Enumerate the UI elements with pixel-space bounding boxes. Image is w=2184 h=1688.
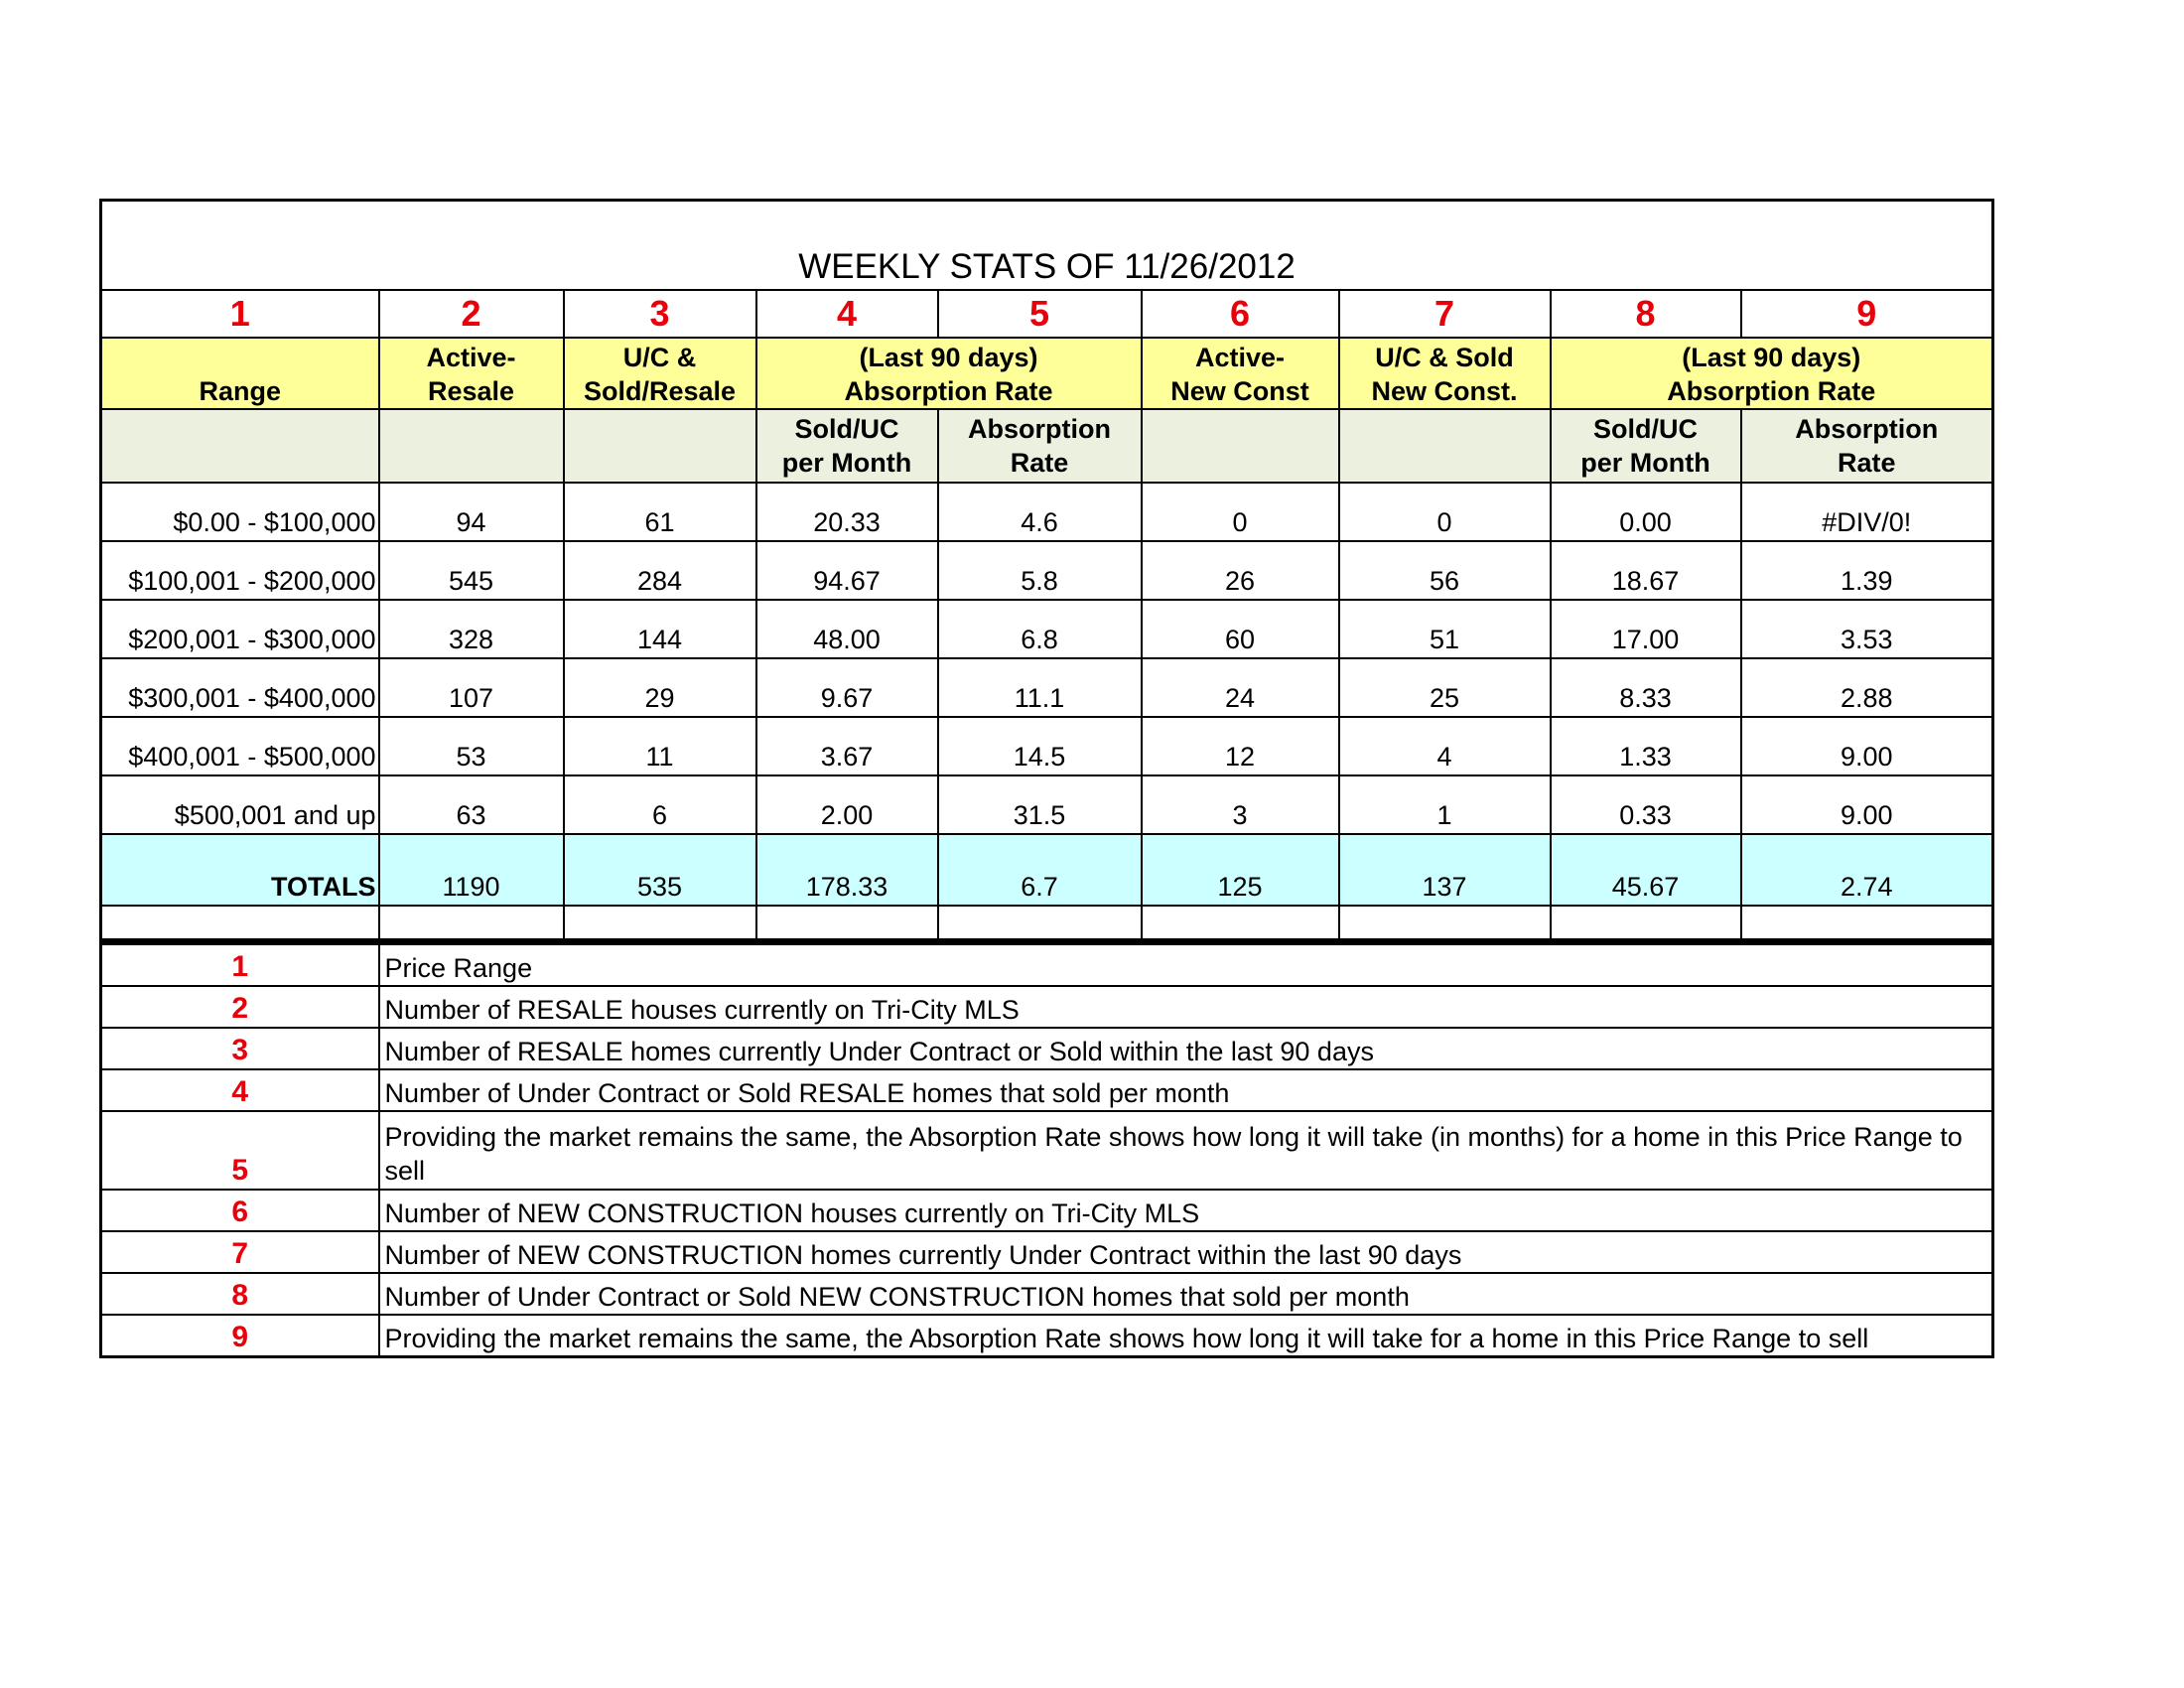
resale-sold-per-month-cell: 94.67 bbox=[756, 541, 938, 600]
header-resale-absorption: (Last 90 days) Absorption Rate bbox=[756, 338, 1142, 409]
legend-key: 6 bbox=[101, 1190, 379, 1231]
resale-absorption-cell: 31.5 bbox=[938, 775, 1142, 834]
new-sold-per-month-cell: 18.67 bbox=[1551, 541, 1741, 600]
totals-row bbox=[101, 834, 1993, 906]
resale-sold-per-month-cell: 9.67 bbox=[756, 658, 938, 717]
stats-table bbox=[99, 199, 1994, 941]
col-number-6: 6 bbox=[1142, 290, 1339, 338]
new-sold-per-month-cell: 8.33 bbox=[1551, 658, 1741, 717]
uc-sold-resale-cell: 61 bbox=[564, 483, 756, 541]
legend-key: 5 bbox=[101, 1111, 379, 1190]
legend-key: 2 bbox=[101, 986, 379, 1028]
legend-key: 9 bbox=[101, 1315, 379, 1357]
legend-text: Number of NEW CONSTRUCTION houses currently on Tri-City MLS bbox=[379, 1190, 1993, 1231]
legend-row bbox=[101, 1069, 1993, 1111]
uc-sold-new-const-cell: 56 bbox=[1339, 541, 1551, 600]
header-uc-sold-resale: U/C & Sold/Resale bbox=[564, 338, 756, 409]
active-resale-cell: 94 bbox=[379, 483, 564, 541]
total-resale-absorption: 6.7 bbox=[938, 834, 1142, 906]
weekly-stats-sheet bbox=[99, 199, 1991, 1358]
uc-sold-resale-cell: 6 bbox=[564, 775, 756, 834]
uc-sold-new-const-cell: 25 bbox=[1339, 658, 1551, 717]
new-sold-per-month-cell: 1.33 bbox=[1551, 717, 1741, 775]
active-new-const-cell: 12 bbox=[1142, 717, 1339, 775]
range-cell: $500,001 and up bbox=[101, 775, 379, 834]
active-new-const-cell: 0 bbox=[1142, 483, 1339, 541]
new-sold-per-month-cell: 0.33 bbox=[1551, 775, 1741, 834]
uc-sold-new-const-cell: 4 bbox=[1339, 717, 1551, 775]
legend-table bbox=[99, 941, 1994, 1358]
col-number-7: 7 bbox=[1339, 290, 1551, 338]
resale-sold-per-month-cell: 3.67 bbox=[756, 717, 938, 775]
col-number-1: 1 bbox=[101, 290, 379, 338]
total-uc-sold-new-const: 137 bbox=[1339, 834, 1551, 906]
new-absorption-cell: 3.53 bbox=[1741, 600, 1993, 658]
header-row bbox=[101, 338, 1993, 409]
table-row bbox=[101, 541, 1993, 600]
uc-sold-new-const-cell: 51 bbox=[1339, 600, 1551, 658]
resale-absorption-cell: 14.5 bbox=[938, 717, 1142, 775]
new-absorption-cell: 9.00 bbox=[1741, 717, 1993, 775]
header-uc-sold-new-const: U/C & Sold New Const. bbox=[1339, 338, 1551, 409]
active-resale-cell: 53 bbox=[379, 717, 564, 775]
total-uc-sold-resale: 535 bbox=[564, 834, 756, 906]
legend-text: Number of Under Contract or Sold RESALE homes that sold per month bbox=[379, 1069, 1993, 1111]
active-new-const-cell: 60 bbox=[1142, 600, 1339, 658]
new-absorption-cell: 2.88 bbox=[1741, 658, 1993, 717]
new-sold-per-month-cell: 0.00 bbox=[1551, 483, 1741, 541]
resale-absorption-cell: 11.1 bbox=[938, 658, 1142, 717]
subheader-new-sold-uc: Sold/UC per Month bbox=[1551, 409, 1741, 483]
col-number-8: 8 bbox=[1551, 290, 1741, 338]
column-number-row bbox=[101, 290, 1993, 338]
legend-key: 7 bbox=[101, 1231, 379, 1273]
new-sold-per-month-cell: 17.00 bbox=[1551, 600, 1741, 658]
active-resale-cell: 107 bbox=[379, 658, 564, 717]
legend-text: Providing the market remains the same, the Absorption Rate shows how long it will take (in months) for a home in this Price Range to sell bbox=[379, 1111, 1993, 1190]
col-number-3: 3 bbox=[564, 290, 756, 338]
range-cell: $0.00 - $100,000 bbox=[101, 483, 379, 541]
header-active-resale: Active- Resale bbox=[379, 338, 564, 409]
range-cell: $400,001 - $500,000 bbox=[101, 717, 379, 775]
legend-row bbox=[101, 1231, 1993, 1273]
new-absorption-cell: 1.39 bbox=[1741, 541, 1993, 600]
total-active-resale: 1190 bbox=[379, 834, 564, 906]
table-row bbox=[101, 483, 1993, 541]
active-new-const-cell: 24 bbox=[1142, 658, 1339, 717]
uc-sold-new-const-cell: 0 bbox=[1339, 483, 1551, 541]
legend-row bbox=[101, 986, 1993, 1028]
legend-text: Price Range bbox=[379, 943, 1993, 986]
legend-row bbox=[101, 1315, 1993, 1357]
total-active-new-const: 125 bbox=[1142, 834, 1339, 906]
uc-sold-resale-cell: 284 bbox=[564, 541, 756, 600]
header-active-new-const: Active- New Const bbox=[1142, 338, 1339, 409]
subheader-new-absorption: Absorption Rate bbox=[1741, 409, 1993, 483]
legend-row bbox=[101, 943, 1993, 986]
active-new-const-cell: 26 bbox=[1142, 541, 1339, 600]
active-resale-cell: 63 bbox=[379, 775, 564, 834]
legend-row bbox=[101, 1111, 1993, 1190]
subheader-resale-absorption: Absorption Rate bbox=[938, 409, 1142, 483]
legend-key: 3 bbox=[101, 1028, 379, 1069]
uc-sold-new-const-cell: 1 bbox=[1339, 775, 1551, 834]
subheader-resale-sold-uc: Sold/UC per Month bbox=[756, 409, 938, 483]
active-resale-cell: 545 bbox=[379, 541, 564, 600]
table-row bbox=[101, 775, 1993, 834]
range-cell: $100,001 - $200,000 bbox=[101, 541, 379, 600]
active-new-const-cell: 3 bbox=[1142, 775, 1339, 834]
resale-sold-per-month-cell: 2.00 bbox=[756, 775, 938, 834]
new-absorption-cell: 9.00 bbox=[1741, 775, 1993, 834]
uc-sold-resale-cell: 29 bbox=[564, 658, 756, 717]
legend-text: Number of RESALE homes currently Under Contract or Sold within the last 90 days bbox=[379, 1028, 1993, 1069]
legend-row bbox=[101, 1028, 1993, 1069]
resale-absorption-cell: 5.8 bbox=[938, 541, 1142, 600]
new-absorption-cell: #DIV/0! bbox=[1741, 483, 1993, 541]
legend-text: Number of RESALE houses currently on Tri-City MLS bbox=[379, 986, 1993, 1028]
header-range: Range bbox=[101, 338, 379, 409]
resale-sold-per-month-cell: 48.00 bbox=[756, 600, 938, 658]
table-row bbox=[101, 658, 1993, 717]
sheet-title: WEEKLY STATS OF 11/26/2012 bbox=[101, 201, 1993, 291]
uc-sold-resale-cell: 144 bbox=[564, 600, 756, 658]
col-number-9: 9 bbox=[1741, 290, 1993, 338]
resale-absorption-cell: 4.6 bbox=[938, 483, 1142, 541]
resale-sold-per-month-cell: 20.33 bbox=[756, 483, 938, 541]
blank-row bbox=[101, 906, 1993, 940]
legend-row bbox=[101, 1190, 1993, 1231]
col-number-2: 2 bbox=[379, 290, 564, 338]
total-resale-sold-per-month: 178.33 bbox=[756, 834, 938, 906]
uc-sold-resale-cell: 11 bbox=[564, 717, 756, 775]
table-row bbox=[101, 600, 1993, 658]
table-row bbox=[101, 717, 1993, 775]
legend-key: 8 bbox=[101, 1273, 379, 1315]
active-resale-cell: 328 bbox=[379, 600, 564, 658]
total-new-sold-per-month: 45.67 bbox=[1551, 834, 1741, 906]
total-new-absorption: 2.74 bbox=[1741, 834, 1993, 906]
legend-key: 1 bbox=[101, 943, 379, 986]
totals-label: TOTALS bbox=[101, 834, 379, 906]
legend-key: 4 bbox=[101, 1069, 379, 1111]
subheader-row bbox=[101, 409, 1993, 483]
legend-text: Providing the market remains the same, the Absorption Rate shows how long it will take for a home in this Price Range to sell bbox=[379, 1315, 1993, 1357]
range-cell: $200,001 - $300,000 bbox=[101, 600, 379, 658]
col-number-4: 4 bbox=[756, 290, 938, 338]
resale-absorption-cell: 6.8 bbox=[938, 600, 1142, 658]
range-cell: $300,001 - $400,000 bbox=[101, 658, 379, 717]
legend-text: Number of Under Contract or Sold NEW CONSTRUCTION homes that sold per month bbox=[379, 1273, 1993, 1315]
legend-text: Number of NEW CONSTRUCTION homes currently Under Contract within the last 90 days bbox=[379, 1231, 1993, 1273]
legend-row bbox=[101, 1273, 1993, 1315]
header-new-const-absorption: (Last 90 days) Absorption Rate bbox=[1551, 338, 1993, 409]
col-number-5: 5 bbox=[938, 290, 1142, 338]
